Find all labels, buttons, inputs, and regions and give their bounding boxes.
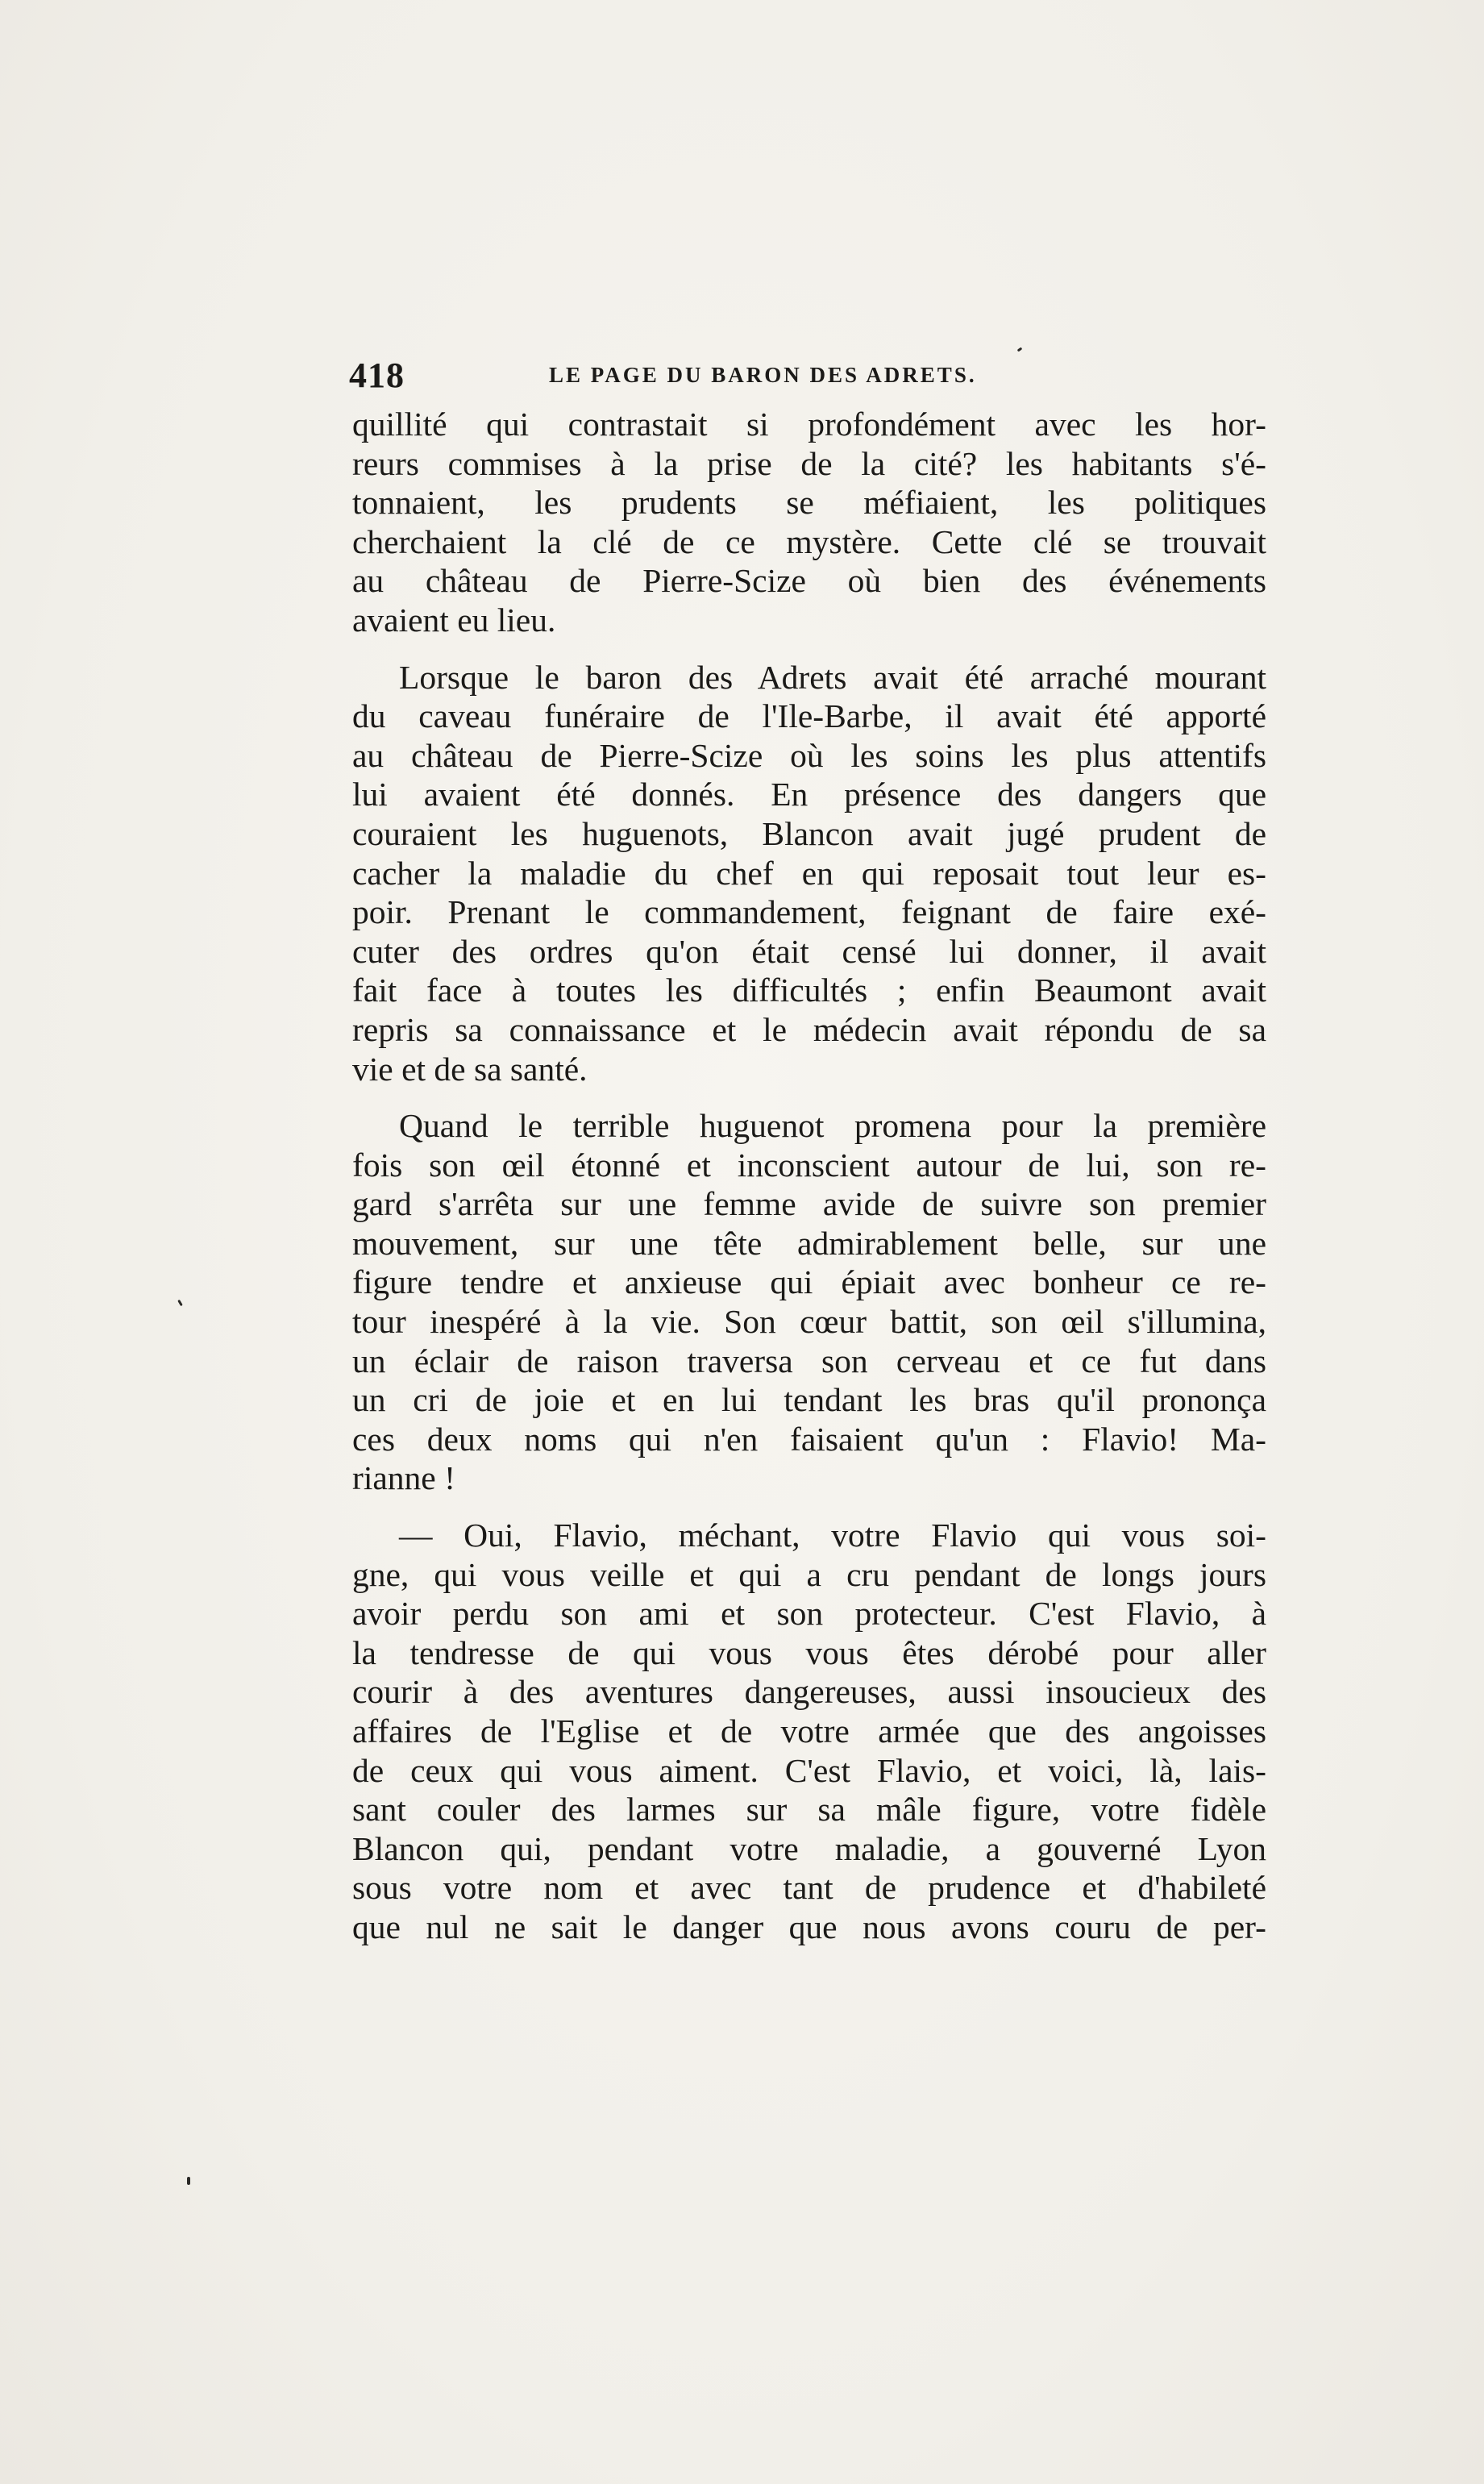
text-line: sous votre nom et avec tant de prudence et d'habileté — [352, 1869, 1266, 1907]
text-line: repris sa connaissance et le médecin avait répondu de sa — [352, 1010, 1266, 1048]
scan-speck — [187, 2177, 190, 2185]
text-line: gne, qui vous veille et qui a cru pendant de longs jours — [352, 1555, 1266, 1593]
text-line: reurs commises à la prise de la cité? les habitants s'é- — [352, 444, 1266, 482]
text-line: couraient les huguenots, Blancon avait jugé prudent de — [352, 814, 1266, 852]
text-line: courir à des aventures dangereuses, aussi insoucieux des — [352, 1673, 1266, 1711]
page-number: 418 — [349, 356, 405, 395]
text-line: lui avaient été donnés. En présence des dangers que — [352, 776, 1266, 813]
paragraph-4 — [352, 1516, 1266, 1947]
text-line: du caveau funéraire de l'Ile-Barbe, il avait été apporté — [352, 697, 1266, 735]
text-line: figure tendre et anxieuse qui épiait avec bonheur ce re- — [352, 1263, 1266, 1301]
scan-speck — [1017, 347, 1023, 352]
text-line: fait face à toutes les difficultés ; enfin Beaumont avait — [352, 972, 1266, 1009]
text-line: au château de Pierre-Scize où les soins les plus attentifs — [352, 736, 1266, 774]
text-line: avoir perdu son ami et son protecteur. C'est Flavio, à — [352, 1595, 1266, 1633]
text-line: poir. Prenant le commandement, feignant de faire exé- — [352, 893, 1266, 931]
text-line: sant couler des larmes sur sa mâle figure, votre fidèle — [352, 1791, 1266, 1829]
text-line: cacher la maladie du chef en qui reposait tout leur es- — [352, 854, 1266, 892]
text-line: Lorsque le baron des Adrets avait été arraché mourant — [399, 658, 1266, 696]
text-line: de ceux qui vous aiment. C'est Flavio, et voici, là, lais- — [352, 1751, 1266, 1789]
text-line: vie et de sa santé. — [352, 1050, 588, 1088]
text-line: tour inespéré à la vie. Son cœur battit, son œil s'illumina, — [352, 1303, 1266, 1341]
text-line: quillité qui contrastait si profondément avec les hor- — [352, 406, 1266, 443]
text-line: avaient eu lieu. — [352, 601, 556, 639]
running-head — [349, 355, 1266, 403]
text-line: mouvement, sur une tête admirablement belle, sur une — [352, 1224, 1266, 1262]
scan-speck — [177, 1300, 183, 1306]
running-title: LE PAGE DU BARON DES ADRETS. — [549, 363, 977, 387]
text-line: affaires de l'Eglise et de votre armée que des angoisses — [352, 1712, 1266, 1750]
text-line: cherchaient la clé de ce mystère. Cette clé se trouvait — [352, 522, 1266, 560]
paragraph-3 — [352, 1106, 1266, 1498]
text-line: que nul ne sait le danger que nous avons couru de per- — [352, 1908, 1266, 1945]
paragraph-1 — [352, 405, 1266, 640]
text-line: un éclair de raison traversa son cerveau et ce fut dans — [352, 1342, 1266, 1379]
text-line: gard s'arrêta sur une femme avide de suivre son premier — [352, 1185, 1266, 1223]
text-line: Blancon qui, pendant votre maladie, a gouverné Lyon — [352, 1829, 1266, 1867]
text-line: fois son œil étonné et inconscient autour de lui, son re- — [352, 1146, 1266, 1184]
paragraph-2 — [352, 658, 1266, 1089]
text-line: — Oui, Flavio, méchant, votre Flavio qui vous soi- — [399, 1517, 1266, 1554]
text-line: ces deux noms qui n'en faisaient qu'un : Flavio! Ma- — [352, 1420, 1266, 1458]
text-block — [349, 355, 1266, 1947]
text-line: rianne ! — [352, 1459, 455, 1497]
text-line: la tendresse de qui vous vous êtes dérobé pour aller — [352, 1633, 1266, 1671]
text-line: au château de Pierre-Scize où bien des événements — [352, 562, 1266, 600]
text-line: un cri de joie et en lui tendant les bras qu'il prononça — [352, 1381, 1266, 1419]
text-line: tonnaient, les prudents se méfiaient, les politiques — [352, 484, 1266, 522]
text-line: cuter des ordres qu'on était censé lui donner, il avait — [352, 932, 1266, 970]
text-line: Quand le terrible huguenot promena pour la première — [399, 1107, 1266, 1145]
